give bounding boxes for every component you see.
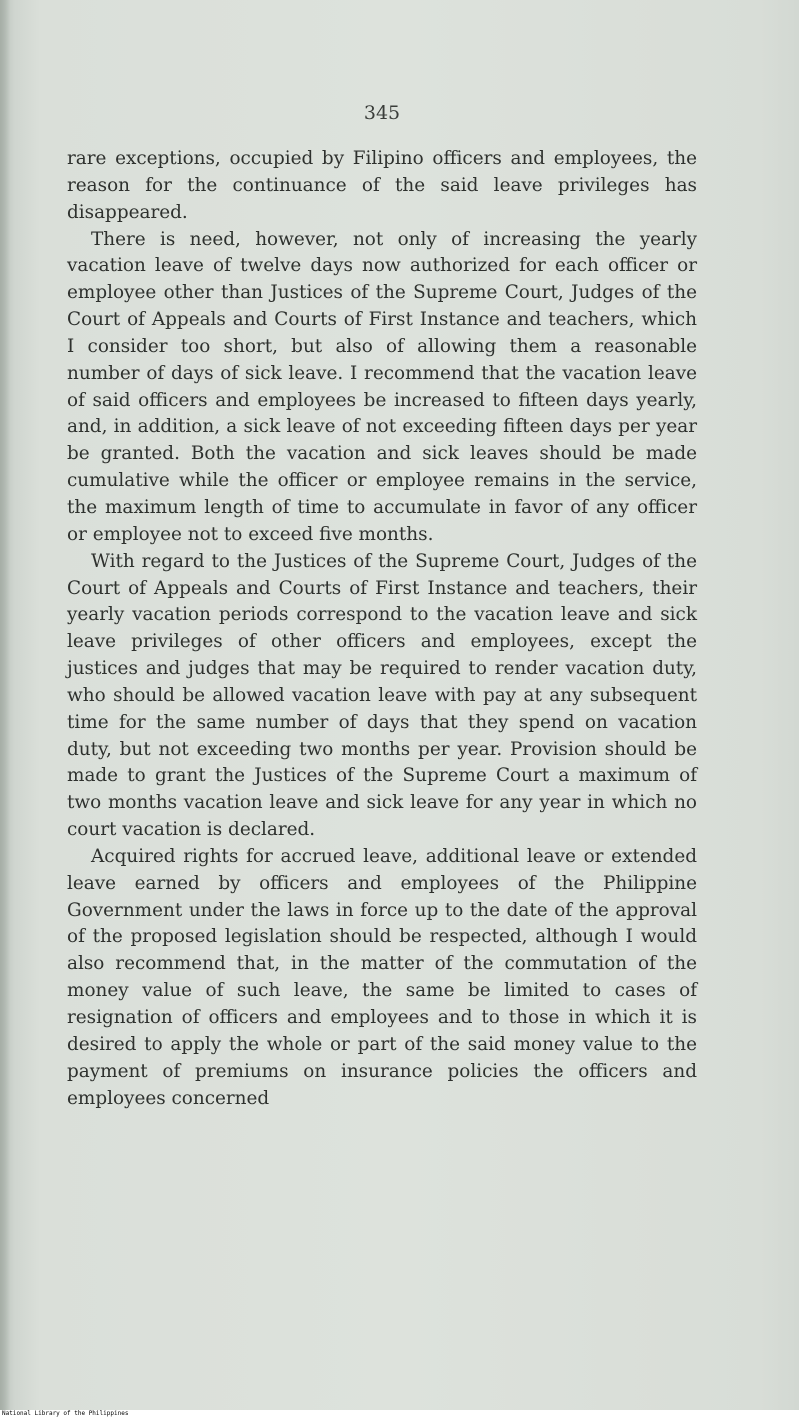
footer-strip <box>0 1410 799 1418</box>
page-number: 345 <box>363 102 401 124</box>
body-text <box>67 146 697 1112</box>
paragraph-vacation-leave: There is need, however, not only of increasing the yearly vacation leave of twelve days now authorized for each officer or employee other than Justices of the Supreme Court, Judges of the Court of Appeals and Courts of First Instance and teachers, which I consider too short, but also of allowing them a reasonable number of days of sick leave. I recommend that the vacation leave of said officers and employees be increased to fifteen days yearly, and, in addition, a sick leave of not exceeding fifteen days per year be granted. Both the vacation and sick leaves should be made cumulative while the officer or employee remains in the service, the maximum length of time to accumulate in favor of any officer or employee not to exceed five months. <box>67 228 697 545</box>
library-credit: National Library of the Philippines <box>2 1410 129 1417</box>
paragraph-justices-judges: With regard to the Justices of the Supreme Court, Judges of the Court of Appeals and Courts of First Instance and teachers, their yearly vacation periods correspond to the vacation leave and sick leave privileges of other officers and employees, except the justices and judges that may be required to render vacation duty, who should be allowed vacation leave with pay at any subsequent time for the same number of days that they spend on vacation duty, but not exceeding two months per year. Provision should be made to grant the Justices of the Supreme Court a maximum of two months vacation leave and sick leave for any year in which no court vacation is declared. <box>67 550 697 841</box>
paragraph-acquired-rights: Acquired rights for accrued leave, additional leave or extended leave earned by officers and employees of the Philippine Government under the laws in force up to the date of the approval of the proposed legislation should be respected, although I would also recommend that, in the matter of the commutation of the money value of such leave, the same be limited to cases of resignation of officers and employees and to those in which it is desired to apply the whole or part of the said money value to the payment of premiums on insurance policies the officers and employees concerned <box>67 845 697 1109</box>
paragraph-continuation: rare exceptions, occupied by Filipino officers and employees, the reason for the continuance of the said leave privileges has disappeared. <box>67 148 697 223</box>
spine-shadow <box>0 0 10 1410</box>
